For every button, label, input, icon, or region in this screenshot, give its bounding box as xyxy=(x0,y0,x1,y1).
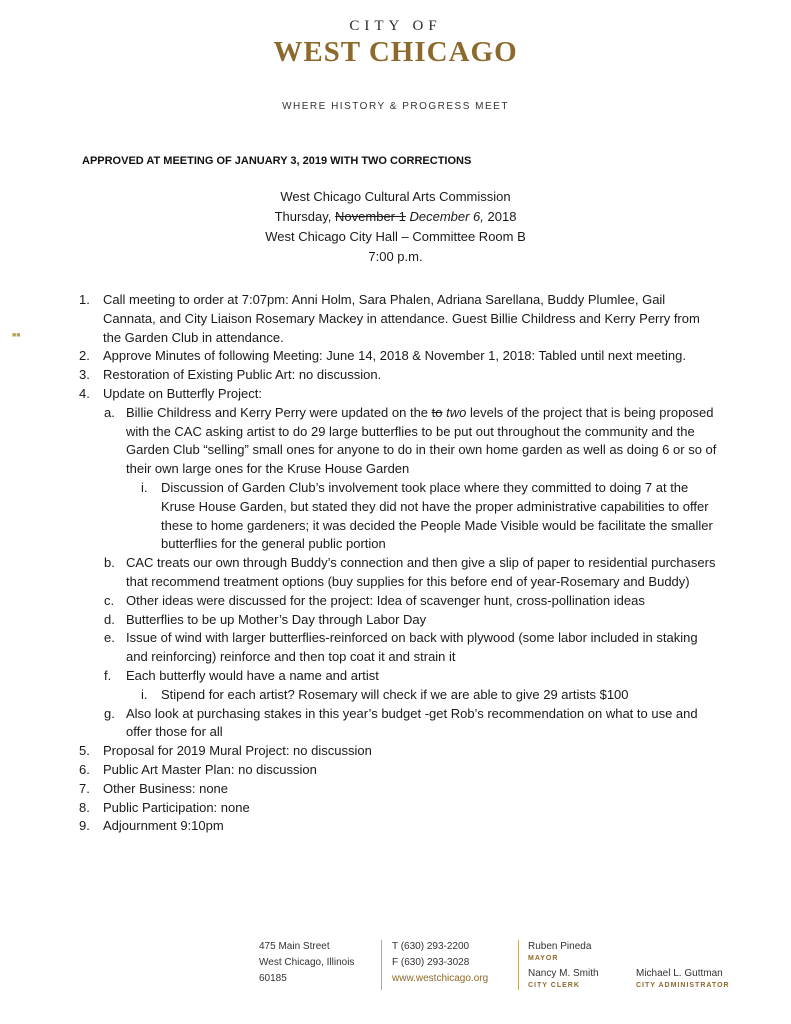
agenda-item: 4. Update on Butterfly Project: xyxy=(79,385,262,401)
agenda-item: 2. Approve Minutes of following Meeting: June 14, 2018 & November 1, 2018: Tabled until next meeting. xyxy=(79,348,686,364)
meeting-date: December 6, xyxy=(409,209,484,224)
footer-street: 475 Main Street xyxy=(259,941,330,952)
butterfly-subitem-container xyxy=(126,686,719,705)
meeting-info xyxy=(0,187,791,267)
agenda-item: 1. Call meeting to order at 7:07pm: Anni Holm, Sara Phalen, Adriana Sarellana, Buddy Plumlee, Gail Cannata, and City Liaison Rosemary Mackey in attendance. Guest Billie Childress and Kerry Perry from the Garden Club in attendance. xyxy=(79,292,700,345)
administrator-role: CITY ADMINISTRATOR xyxy=(636,982,730,989)
city-name-logo: WEST CHICAGO xyxy=(273,36,518,68)
agenda-item: 8. Public Participation: none xyxy=(79,799,250,815)
butterfly-item-a: a. Billie Childress and Kerry Perry were updated on the to two levels of the project that is being proposed with the CAC asking artist to do 29 large butterflies to be put out throughout the community and the Garden Club “selling” small ones for anyone to do in their own home garden as well as doing 6 or so of their own large ones for the Kruse House Garden xyxy=(104,404,717,477)
butterfly-item-c: c. Other ideas were discussed for the project: Idea of scavenger hunt, cross-pollination ideas xyxy=(104,592,645,608)
administrator-name: Michael L. Guttman xyxy=(636,968,723,979)
agenda-list xyxy=(79,291,719,836)
meeting-location: West Chicago City Hall – Committee Room B xyxy=(265,229,526,244)
city-of-label: CITY OF xyxy=(349,18,442,34)
meeting-year: 2018 xyxy=(487,209,517,224)
commission-name: West Chicago Cultural Arts Commission xyxy=(280,189,511,204)
mayor-role: MAYOR xyxy=(528,955,559,962)
footer-phone: T (630) 293-2200 xyxy=(392,941,470,952)
butterfly-item-f: f. Each butterfly would have a name and artist xyxy=(104,667,379,683)
meeting-time: 7:00 p.m. xyxy=(368,249,423,264)
agenda-item: 6. Public Art Master Plan: no discussion xyxy=(79,761,317,777)
butterfly-item-e: e. Issue of wind with larger butterflies-reinforced on back with plywood (some labor included in staking and reinforcing) reinforce and then top coat it and strain it xyxy=(104,630,698,665)
footer-divider xyxy=(381,940,382,990)
agenda-item: 9. Adjournment 9:10pm xyxy=(79,818,224,834)
footer-website-link[interactable]: www.westchicago.org xyxy=(392,973,489,984)
clerk-role: CITY CLERK xyxy=(528,982,580,989)
butterfly-item-a-i: i. Discussion of Garden Club’s involvement took place where they committed to doing 7 at the Kruse House Garden, but stated they did not have the proper administrative capabilities to offer these to home gardeners; it was decided the People Made Visible would be facilitate the smaller butterflies for the general public portion xyxy=(141,479,713,552)
city-tagline: WHERE HISTORY & PROGRESS MEET xyxy=(282,101,509,112)
footer-divider xyxy=(518,940,519,990)
butterfly-item-b: b. CAC treats our own through Buddy’s connection and then give a slip of paper to residential purchasers that recommend treatment options (buy supplies for this before end of year-Rosemary and Buddy) xyxy=(104,555,716,589)
approval-note: APPROVED AT MEETING OF JANUARY 3, 2019 WITH TWO CORRECTIONS xyxy=(82,155,472,167)
footer-address xyxy=(259,939,354,987)
footer-zip: 60185 xyxy=(259,973,287,984)
butterfly-item-g: g. Also look at purchasing stakes in this year’s budget -get Rob’s recommendation on what to use and offer those for all xyxy=(104,705,698,740)
meeting-day: Thursday, xyxy=(274,209,332,224)
struck-date: November 1 xyxy=(335,209,406,224)
clerk-name: Nancy M. Smith xyxy=(528,968,599,979)
butterfly-subitem-container xyxy=(126,479,719,554)
butterfly-item-d: d. Butterflies to be up Mother’s Day through Labor Day xyxy=(104,611,427,627)
agenda-item: 3. Restoration of Existing Public Art: no discussion. xyxy=(79,367,382,383)
footer-contact xyxy=(392,939,488,987)
meeting-date-line xyxy=(0,207,791,227)
footer-officials xyxy=(528,939,599,990)
agenda-item: 7. Other Business: none xyxy=(79,780,229,796)
mayor-name: Ruben Pineda xyxy=(528,941,592,952)
agenda-item: 5. Proposal for 2019 Mural Project: no discussion xyxy=(79,743,372,759)
footer-fax: F (630) 293-3028 xyxy=(392,957,470,968)
footer-administrator xyxy=(636,966,730,990)
margin-mark: ■■ xyxy=(12,332,21,339)
footer-city: West Chicago, Illinois xyxy=(259,957,355,968)
butterfly-item-f-i: i. Stipend for each artist? Rosemary will check if we are able to give 29 artists $100 xyxy=(141,686,629,702)
